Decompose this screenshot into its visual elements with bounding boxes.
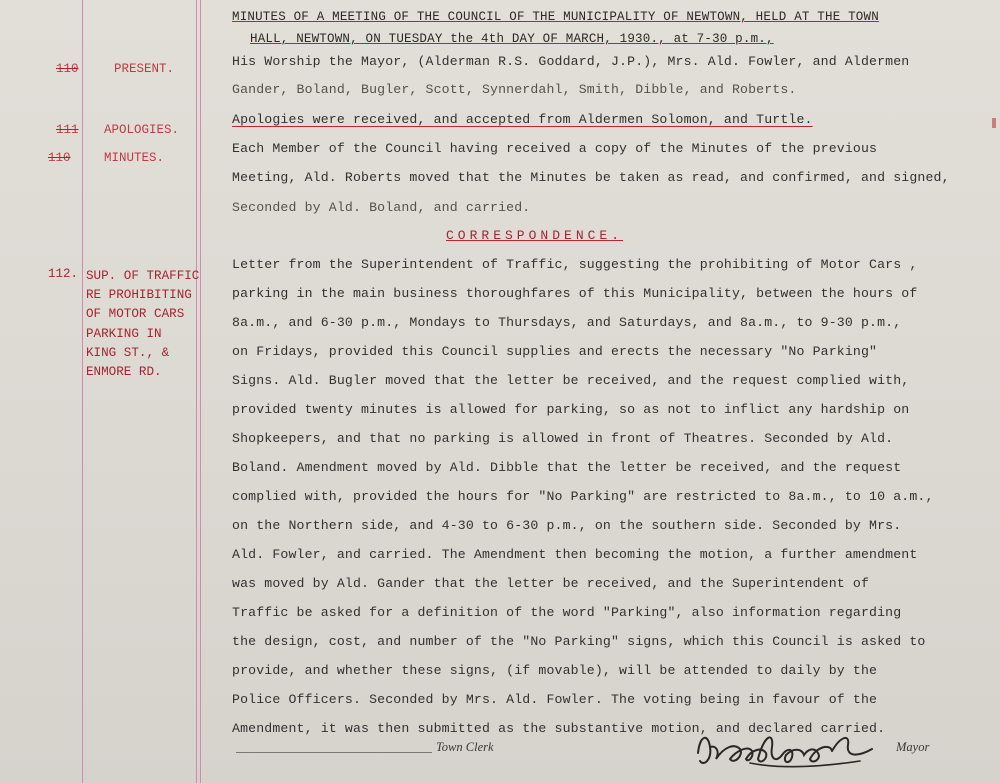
apologies-item-number: 111 (56, 123, 79, 137)
text-line-corr-01: Letter from the Superintendent of Traffic, suggesting the prohibiting of Motor Cars , (232, 257, 918, 272)
correspondence-item-number: 112. (48, 267, 79, 281)
margin-rule-left (82, 0, 83, 783)
mayor-label: Mayor (896, 740, 930, 754)
text-line-corr-10: on the Northern side, and 4-30 to 6-30 p.m., on the southern side. Seconded by Mrs. (232, 518, 902, 533)
present-margin-label: PRESENT. (114, 62, 175, 76)
text-line-corr-16: Police Officers. Seconded by Mrs. Ald. Fowler. The voting being in favour of the (232, 692, 878, 707)
text-line-minutes-2: Meeting, Ald. Roberts moved that the Minutes be taken as read, and confirmed, and signed, (232, 170, 950, 185)
text-line-corr-14: the design, cost, and number of the "No Parking" signs, which this Council is asked to (232, 634, 926, 649)
town-clerk-signature-line (236, 752, 432, 753)
town-clerk-label: Town Clerk (436, 740, 494, 754)
text-line-corr-03: 8a.m., and 6-30 p.m., Mondays to Thursdays, and Saturdays, and 8a.m., to 9-30 p.m., (232, 315, 902, 330)
text-line-present-1: His Worship the Mayor, (Alderman R.S. Goddard, J.P.), Mrs. Ald. Fowler, and Aldermen (232, 54, 910, 69)
text-line-corr-17: Amendment, it was then submitted as the substantive motion, and declared carried. (232, 721, 886, 736)
correspondence-heading: CORRESPONDENCE. (446, 228, 624, 243)
title-line-2: HALL, NEWTOWN, ON TUESDAY the 4th DAY OF MARCH, 1930., at 7-30 p.m., (250, 32, 774, 46)
minutes-margin-label: MINUTES. (104, 151, 165, 165)
title-line-1: MINUTES OF A MEETING OF THE COUNCIL OF THE MUNICIPALITY OF NEWTOWN, HELD AT THE TOWN (232, 10, 879, 24)
minutes-item-number: 110 (48, 151, 71, 165)
text-line-corr-05: Signs. Ald. Bugler moved that the letter be received, and the request complied with, (232, 373, 910, 388)
text-line-corr-12: was moved by Ald. Gander that the letter be received, and the Superintendent of (232, 576, 870, 591)
margin-rule-right-b (200, 0, 201, 783)
text-line-corr-06: provided twenty minutes is allowed for parking, so as not to inflict any hardship on (232, 402, 910, 417)
mayor-signature (690, 725, 880, 780)
edge-ink-mark (992, 118, 996, 128)
text-line-minutes-3: Seconded by Ald. Boland, and carried. (232, 200, 531, 215)
correspondence-margin-heading: SUP. OF TRAFFIC RE PROHIBITING OF MOTOR CARS PARKING IN KING ST., & ENMORE RD. (86, 269, 200, 380)
text-line-present-2: Gander, Boland, Bugler, Scott, Synnerdahl, Smith, Dibble, and Roberts. (232, 82, 797, 97)
text-line-corr-07: Shopkeepers, and that no parking is allowed in front of Theatres. Seconded by Ald. (232, 431, 894, 446)
present-item-number: 110 (56, 62, 79, 76)
text-line-corr-04: on Fridays, provided this Council supplies and erects the necessary "No Parking" (232, 344, 878, 359)
text-line-corr-02: parking in the main business thoroughfares of this Municipality, between the hours of (232, 286, 918, 301)
text-line-corr-13: Traffic be asked for a definition of the word "Parking", also information regarding (232, 605, 902, 620)
apologies-margin-label: APOLOGIES. (104, 123, 180, 137)
text-line-corr-11: Ald. Fowler, and carried. The Amendment then becoming the motion, a further amendment (232, 547, 918, 562)
mayor-signature-graphic (690, 725, 880, 775)
text-line-corr-15: provide, and whether these signs, (if movable), will be attended to daily by the (232, 663, 878, 678)
text-line-corr-09: complied with, provided the hours for "No Parking" are restricted to 8a.m., to 10 a.m., (232, 489, 934, 504)
document-title (232, 6, 972, 50)
text-line-corr-08: Boland. Amendment moved by Ald. Dibble that the letter be received, and the request (232, 460, 902, 475)
text-line-minutes-1: Each Member of the Council having received a copy of the Minutes of the previous (232, 141, 878, 156)
margin-rule-right-a (196, 0, 197, 783)
text-line-apologies: Apologies were received, and accepted from Aldermen Solomon, and Turtle. (232, 112, 813, 127)
